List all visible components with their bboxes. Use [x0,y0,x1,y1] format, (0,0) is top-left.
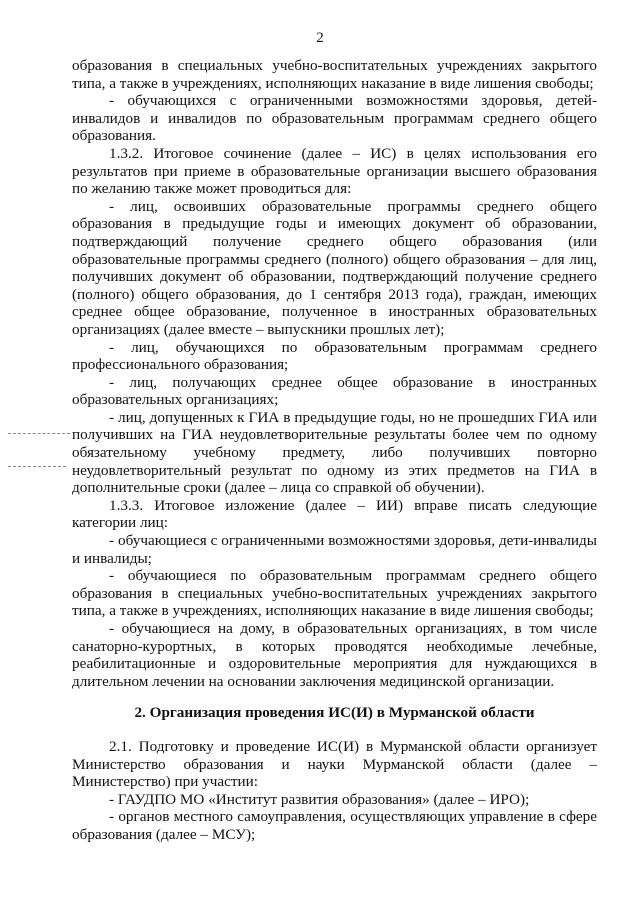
paragraph: 1.3.3. Итоговое изложение (далее – ИИ) вправе писать следующие категории лиц: [72,496,597,532]
paragraph-group-clause-1-3 [72,57,597,690]
paragraph: - лиц, получающих среднее общее образование в иностранных образовательных организациях; [72,373,597,409]
scan-artifact-line [8,466,66,467]
paragraph: 1.3.2. Итоговое сочинение (далее – ИС) в целях использования его результатов при приеме в образовательные организации высшего образования по желанию также может проводиться для: [72,144,597,198]
section-heading: 2. Организация проведения ИС(И) в Мурманской области [134,704,535,722]
paragraph: - обучающиеся по образовательным программам среднего общего образования в специальных учебно-воспитательных учреждениях закрытого типа, а также в учреждениях, исполняющих наказание в виде лишения свободы; [72,567,597,620]
paragraph: - обучающиеся с ограниченными возможностями здоровья, дети-инвалиды и инвалиды; [72,532,597,567]
paragraph: образования в специальных учебно-воспитательных учреждениях закрытого типа, а также в учреждениях, исполняющих наказание в виде лишения свободы; [72,57,597,92]
document-body [72,57,597,844]
page-number: 2 [316,30,324,46]
scan-artifact-line [8,433,70,434]
paragraph: - органов местного самоуправления, осуществляющих управление в сфере образования (далее – МСУ); [72,808,597,843]
paragraph: - лиц, допущенных к ГИА в предыдущие годы, но не прошедших ГИА или получивших на ГИА неудовлетворительные результаты более чем по одному обязательному учебному предмету, либо получивших повторно неудовлетворительный результат по одному из этих предметов на ГИА в дополнительные сроки (далее – лица со справкой об обучении). [72,408,597,497]
paragraph: - лиц, освоивших образовательные программы среднего общего образования в предыдущие годы и имеющих документ об образовании, подтверждающий получение среднего общего образования (или образовательные программы среднего (полного) общего образования – для лиц, получивших документ об образовании, подтверждающий получение среднего (полного) общего образования, до 1 сентября 2013 года), граждан, имеющих среднее общее образование, полученное в иностранных образовательных организациях (далее вместе – выпускники прошлых лет); [72,197,597,338]
paragraph: 2.1. Подготовку и проведение ИС(И) в Мурманской области организует Министерство образования и науки Мурманской области (далее – Министерство) при участии: [72,737,597,791]
paragraph: - ГАУДПО МО «Институт развития образования» (далее – ИРО); [109,790,530,808]
paragraph: - обучающихся с ограниченными возможностями здоровья, детей-инвалидов и инвалидов по образовательным программам среднего общего образования. [72,92,597,145]
paragraph-group-section-2 [72,738,597,844]
paragraph: - лиц, обучающихся по образовательным программам среднего профессионального образования; [72,338,597,374]
paragraph: - обучающиеся на дому, в образовательных организациях, в том числе санаторно-курортных, в которых проводятся необходимые лечебные, реабилитационные и оздоровительные мероприятия для нуждающихся в длительном лечении на основании заключения медицинской организации. [72,620,597,690]
